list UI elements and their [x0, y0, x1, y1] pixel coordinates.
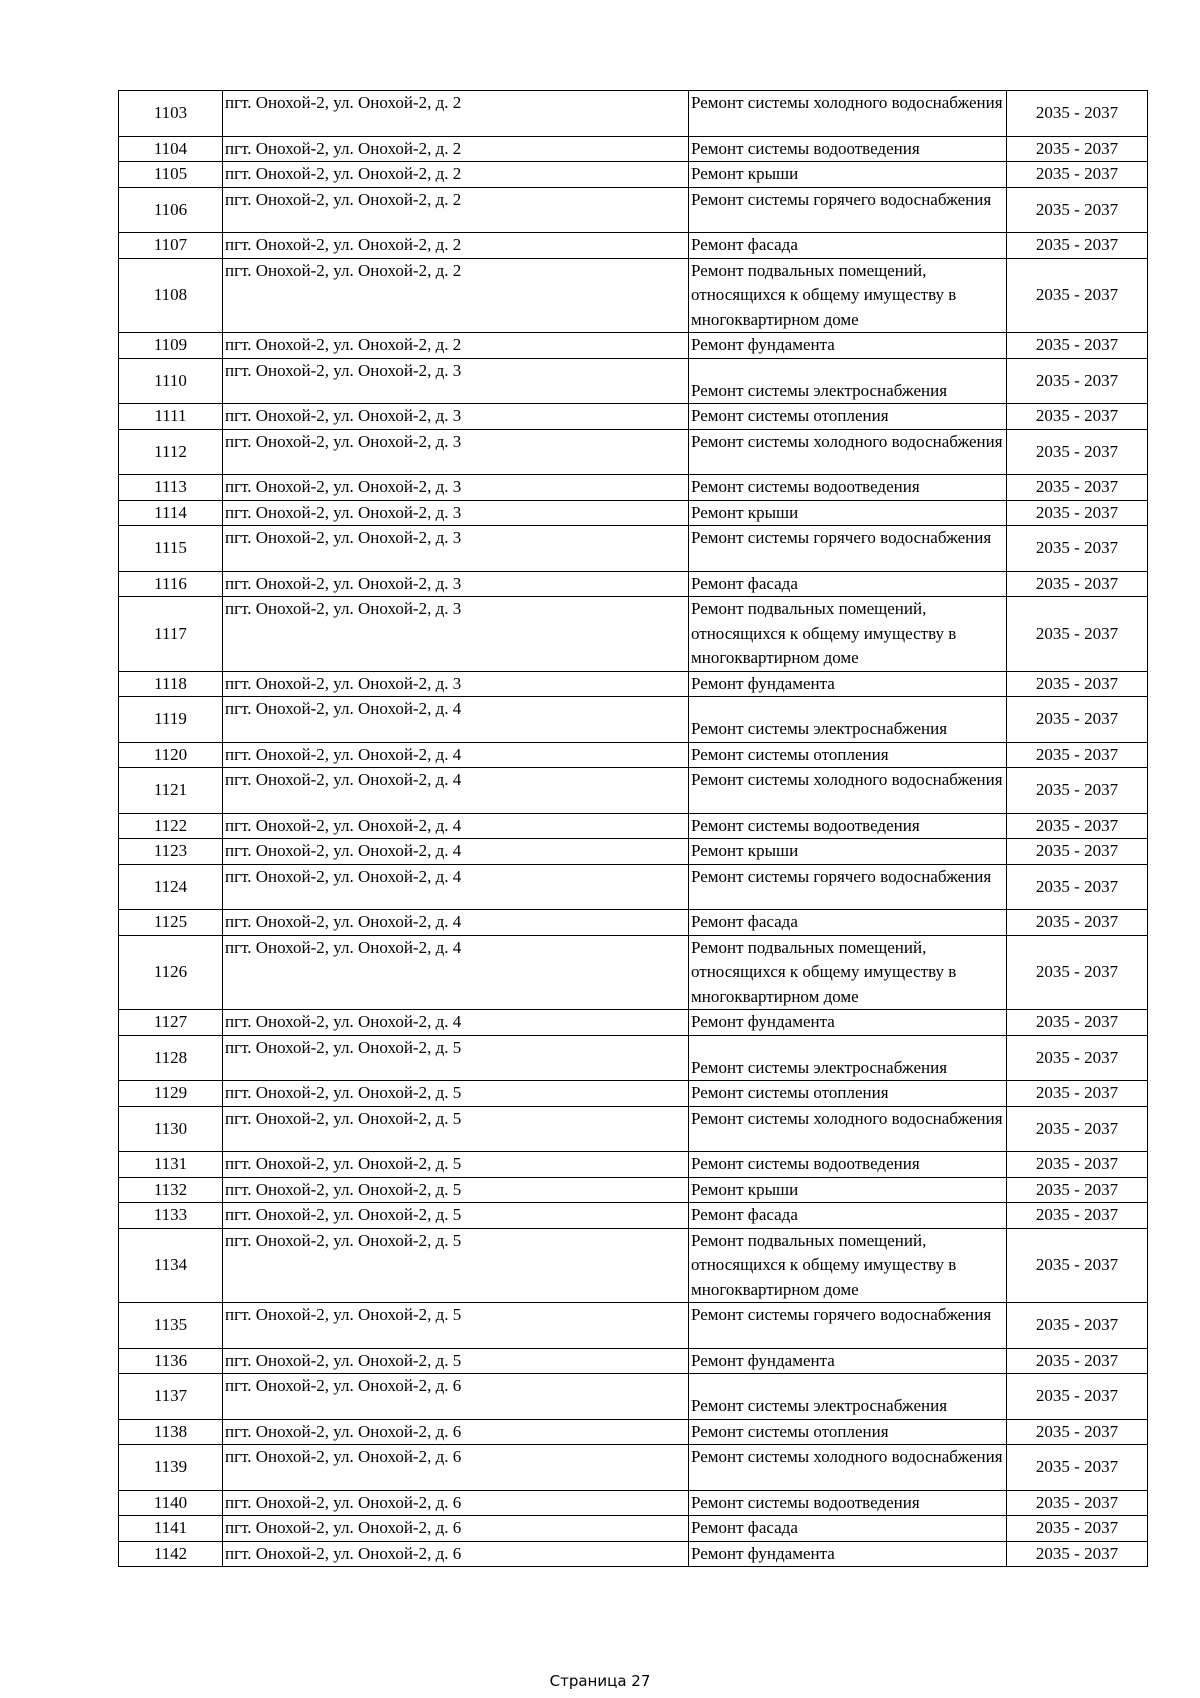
row-number: 1121	[119, 768, 223, 814]
row-period: 2035 - 2037	[1007, 864, 1148, 910]
row-number: 1141	[119, 1516, 223, 1542]
row-work-type: Ремонт системы электроснабжения	[689, 697, 1007, 743]
row-period: 2035 - 2037	[1007, 187, 1148, 233]
table-row	[119, 1106, 1148, 1152]
row-period: 2035 - 2037	[1007, 1203, 1148, 1229]
row-period: 2035 - 2037	[1007, 1152, 1148, 1178]
row-period: 2035 - 2037	[1007, 1303, 1148, 1349]
row-work-type: Ремонт системы отопления	[689, 1081, 1007, 1107]
table-row	[119, 1035, 1148, 1081]
row-work-type: Ремонт фасада	[689, 233, 1007, 259]
row-address: пгт. Онохой-2, ул. Онохой-2, д. 4	[223, 768, 689, 814]
row-period: 2035 - 2037	[1007, 500, 1148, 526]
row-address: пгт. Онохой-2, ул. Онохой-2, д. 2	[223, 162, 689, 188]
row-work-type: Ремонт подвальных помещений, относящихся к общему имуществу в многоквартирном доме	[689, 597, 1007, 672]
row-number: 1118	[119, 671, 223, 697]
row-number: 1108	[119, 258, 223, 333]
row-address: пгт. Онохой-2, ул. Онохой-2, д. 5	[223, 1177, 689, 1203]
row-number: 1125	[119, 910, 223, 936]
works-table	[118, 90, 1148, 1567]
row-address: пгт. Онохой-2, ул. Онохой-2, д. 5	[223, 1228, 689, 1303]
row-number: 1133	[119, 1203, 223, 1229]
row-work-type: Ремонт фундамента	[689, 671, 1007, 697]
row-address: пгт. Онохой-2, ул. Онохой-2, д. 3	[223, 597, 689, 672]
row-work-type: Ремонт крыши	[689, 839, 1007, 865]
row-work-type: Ремонт системы электроснабжения	[689, 1374, 1007, 1420]
row-work-type: Ремонт системы водоотведения	[689, 1490, 1007, 1516]
row-work-type: Ремонт системы водоотведения	[689, 813, 1007, 839]
row-number: 1113	[119, 475, 223, 501]
row-number: 1114	[119, 500, 223, 526]
table-row	[119, 1541, 1148, 1567]
row-address: пгт. Онохой-2, ул. Онохой-2, д. 4	[223, 864, 689, 910]
row-period: 2035 - 2037	[1007, 742, 1148, 768]
row-period: 2035 - 2037	[1007, 671, 1148, 697]
row-period: 2035 - 2037	[1007, 1516, 1148, 1542]
table-row	[119, 1419, 1148, 1445]
row-work-type: Ремонт фасада	[689, 1516, 1007, 1542]
row-address: пгт. Онохой-2, ул. Онохой-2, д. 4	[223, 813, 689, 839]
row-number: 1126	[119, 935, 223, 1010]
row-period: 2035 - 2037	[1007, 233, 1148, 259]
row-address: пгт. Онохой-2, ул. Онохой-2, д. 5	[223, 1203, 689, 1229]
row-work-type: Ремонт системы электроснабжения	[689, 1035, 1007, 1081]
row-number: 1134	[119, 1228, 223, 1303]
row-work-type: Ремонт крыши	[689, 1177, 1007, 1203]
row-work-type: Ремонт системы холодного водоснабжения	[689, 1445, 1007, 1491]
table-row	[119, 333, 1148, 359]
row-address: пгт. Онохой-2, ул. Онохой-2, д. 2	[223, 136, 689, 162]
row-address: пгт. Онохой-2, ул. Онохой-2, д. 2	[223, 258, 689, 333]
table-row	[119, 597, 1148, 672]
row-period: 2035 - 2037	[1007, 597, 1148, 672]
row-address: пгт. Онохой-2, ул. Онохой-2, д. 3	[223, 358, 689, 404]
row-work-type: Ремонт системы горячего водоснабжения	[689, 864, 1007, 910]
table-row	[119, 233, 1148, 259]
row-period: 2035 - 2037	[1007, 1010, 1148, 1036]
row-period: 2035 - 2037	[1007, 136, 1148, 162]
row-number: 1107	[119, 233, 223, 259]
table-row	[119, 500, 1148, 526]
table-row	[119, 258, 1148, 333]
row-number: 1142	[119, 1541, 223, 1567]
row-address: пгт. Онохой-2, ул. Онохой-2, д. 5	[223, 1303, 689, 1349]
row-period: 2035 - 2037	[1007, 1348, 1148, 1374]
row-number: 1120	[119, 742, 223, 768]
row-work-type: Ремонт фундамента	[689, 1010, 1007, 1036]
row-number: 1136	[119, 1348, 223, 1374]
row-address: пгт. Онохой-2, ул. Онохой-2, д. 6	[223, 1419, 689, 1445]
table-row	[119, 910, 1148, 936]
row-address: пгт. Онохой-2, ул. Онохой-2, д. 2	[223, 233, 689, 259]
row-period: 2035 - 2037	[1007, 935, 1148, 1010]
row-number: 1122	[119, 813, 223, 839]
table-row	[119, 404, 1148, 430]
row-address: пгт. Онохой-2, ул. Онохой-2, д. 4	[223, 1010, 689, 1036]
row-address: пгт. Онохой-2, ул. Онохой-2, д. 5	[223, 1035, 689, 1081]
row-address: пгт. Онохой-2, ул. Онохой-2, д. 2	[223, 187, 689, 233]
table-row	[119, 1010, 1148, 1036]
row-address: пгт. Онохой-2, ул. Онохой-2, д. 4	[223, 839, 689, 865]
row-number: 1135	[119, 1303, 223, 1349]
row-address: пгт. Онохой-2, ул. Онохой-2, д. 5	[223, 1152, 689, 1178]
row-period: 2035 - 2037	[1007, 404, 1148, 430]
row-period: 2035 - 2037	[1007, 1419, 1148, 1445]
table-row	[119, 187, 1148, 233]
row-address: пгт. Онохой-2, ул. Онохой-2, д. 3	[223, 571, 689, 597]
table-row	[119, 526, 1148, 572]
row-number: 1128	[119, 1035, 223, 1081]
row-address: пгт. Онохой-2, ул. Онохой-2, д. 2	[223, 333, 689, 359]
row-work-type: Ремонт системы горячего водоснабжения	[689, 187, 1007, 233]
row-address: пгт. Онохой-2, ул. Онохой-2, д. 5	[223, 1106, 689, 1152]
row-number: 1111	[119, 404, 223, 430]
row-period: 2035 - 2037	[1007, 1541, 1148, 1567]
row-work-type: Ремонт системы водоотведения	[689, 136, 1007, 162]
row-period: 2035 - 2037	[1007, 1081, 1148, 1107]
row-address: пгт. Онохой-2, ул. Онохой-2, д. 6	[223, 1374, 689, 1420]
row-work-type: Ремонт системы холодного водоснабжения	[689, 768, 1007, 814]
row-period: 2035 - 2037	[1007, 526, 1148, 572]
row-address: пгт. Онохой-2, ул. Онохой-2, д. 4	[223, 697, 689, 743]
row-address: пгт. Онохой-2, ул. Онохой-2, д. 6	[223, 1490, 689, 1516]
row-number: 1130	[119, 1106, 223, 1152]
row-period: 2035 - 2037	[1007, 1177, 1148, 1203]
row-address: пгт. Онохой-2, ул. Онохой-2, д. 3	[223, 404, 689, 430]
row-number: 1103	[119, 91, 223, 137]
table-row	[119, 697, 1148, 743]
row-period: 2035 - 2037	[1007, 1374, 1148, 1420]
row-number: 1112	[119, 429, 223, 475]
row-period: 2035 - 2037	[1007, 910, 1148, 936]
row-address: пгт. Онохой-2, ул. Онохой-2, д. 6	[223, 1541, 689, 1567]
row-address: пгт. Онохой-2, ул. Онохой-2, д. 4	[223, 935, 689, 1010]
table-row	[119, 1081, 1148, 1107]
row-number: 1138	[119, 1419, 223, 1445]
table-row	[119, 768, 1148, 814]
row-work-type: Ремонт фундамента	[689, 1541, 1007, 1567]
table-row	[119, 1445, 1148, 1491]
row-number: 1140	[119, 1490, 223, 1516]
row-number: 1132	[119, 1177, 223, 1203]
row-work-type: Ремонт подвальных помещений, относящихся к общему имуществу в многоквартирном доме	[689, 258, 1007, 333]
table-row	[119, 475, 1148, 501]
table-row	[119, 1203, 1148, 1229]
row-number: 1116	[119, 571, 223, 597]
row-period: 2035 - 2037	[1007, 571, 1148, 597]
page-number: Страница 27	[549, 1672, 651, 1690]
table-body	[119, 91, 1148, 1567]
row-period: 2035 - 2037	[1007, 1106, 1148, 1152]
row-period: 2035 - 2037	[1007, 475, 1148, 501]
row-period: 2035 - 2037	[1007, 358, 1148, 404]
row-period: 2035 - 2037	[1007, 91, 1148, 137]
row-address: пгт. Онохой-2, ул. Онохой-2, д. 6	[223, 1516, 689, 1542]
row-number: 1119	[119, 697, 223, 743]
table-row	[119, 1228, 1148, 1303]
row-period: 2035 - 2037	[1007, 1445, 1148, 1491]
row-address: пгт. Онохой-2, ул. Онохой-2, д. 6	[223, 1445, 689, 1491]
table-row	[119, 1516, 1148, 1542]
row-work-type: Ремонт системы электроснабжения	[689, 358, 1007, 404]
row-work-type: Ремонт системы горячего водоснабжения	[689, 1303, 1007, 1349]
table-row	[119, 671, 1148, 697]
row-number: 1137	[119, 1374, 223, 1420]
row-number: 1115	[119, 526, 223, 572]
table-row	[119, 1303, 1148, 1349]
row-work-type: Ремонт фундамента	[689, 333, 1007, 359]
row-period: 2035 - 2037	[1007, 813, 1148, 839]
row-work-type: Ремонт фундамента	[689, 1348, 1007, 1374]
table-row	[119, 1374, 1148, 1420]
table-row	[119, 935, 1148, 1010]
table-row	[119, 429, 1148, 475]
row-period: 2035 - 2037	[1007, 697, 1148, 743]
row-number: 1104	[119, 136, 223, 162]
row-work-type: Ремонт фасада	[689, 571, 1007, 597]
table-row	[119, 1152, 1148, 1178]
row-address: пгт. Онохой-2, ул. Онохой-2, д. 4	[223, 910, 689, 936]
row-work-type: Ремонт системы холодного водоснабжения	[689, 1106, 1007, 1152]
row-work-type: Ремонт системы отопления	[689, 1419, 1007, 1445]
row-number: 1129	[119, 1081, 223, 1107]
table-row	[119, 839, 1148, 865]
row-address: пгт. Онохой-2, ул. Онохой-2, д. 2	[223, 91, 689, 137]
row-work-type: Ремонт фасада	[689, 1203, 1007, 1229]
row-number: 1127	[119, 1010, 223, 1036]
row-address: пгт. Онохой-2, ул. Онохой-2, д. 3	[223, 475, 689, 501]
table-row	[119, 1177, 1148, 1203]
row-address: пгт. Онохой-2, ул. Онохой-2, д. 4	[223, 742, 689, 768]
row-period: 2035 - 2037	[1007, 1035, 1148, 1081]
row-period: 2035 - 2037	[1007, 1228, 1148, 1303]
row-period: 2035 - 2037	[1007, 162, 1148, 188]
row-period: 2035 - 2037	[1007, 1490, 1148, 1516]
row-period: 2035 - 2037	[1007, 768, 1148, 814]
row-number: 1105	[119, 162, 223, 188]
row-address: пгт. Онохой-2, ул. Онохой-2, д. 3	[223, 500, 689, 526]
row-work-type: Ремонт системы водоотведения	[689, 475, 1007, 501]
row-work-type: Ремонт системы холодного водоснабжения	[689, 91, 1007, 137]
row-work-type: Ремонт крыши	[689, 500, 1007, 526]
row-work-type: Ремонт подвальных помещений, относящихся к общему имуществу в многоквартирном доме	[689, 935, 1007, 1010]
row-number: 1131	[119, 1152, 223, 1178]
row-work-type: Ремонт подвальных помещений, относящихся к общему имуществу в многоквартирном доме	[689, 1228, 1007, 1303]
row-number: 1117	[119, 597, 223, 672]
table-row	[119, 1490, 1148, 1516]
table-row	[119, 813, 1148, 839]
row-work-type: Ремонт системы водоотведения	[689, 1152, 1007, 1178]
row-number: 1106	[119, 187, 223, 233]
row-address: пгт. Онохой-2, ул. Онохой-2, д. 5	[223, 1081, 689, 1107]
row-address: пгт. Онохой-2, ул. Онохой-2, д. 3	[223, 429, 689, 475]
row-work-type: Ремонт системы отопления	[689, 742, 1007, 768]
table-row	[119, 1348, 1148, 1374]
row-work-type: Ремонт фасада	[689, 910, 1007, 936]
row-period: 2035 - 2037	[1007, 429, 1148, 475]
row-number: 1139	[119, 1445, 223, 1491]
row-address: пгт. Онохой-2, ул. Онохой-2, д. 3	[223, 671, 689, 697]
row-work-type: Ремонт системы отопления	[689, 404, 1007, 430]
table-row	[119, 136, 1148, 162]
table-row	[119, 864, 1148, 910]
row-address: пгт. Онохой-2, ул. Онохой-2, д. 3	[223, 526, 689, 572]
row-work-type: Ремонт крыши	[689, 162, 1007, 188]
table-row	[119, 91, 1148, 137]
row-address: пгт. Онохой-2, ул. Онохой-2, д. 5	[223, 1348, 689, 1374]
row-number: 1109	[119, 333, 223, 359]
row-number: 1123	[119, 839, 223, 865]
table-row	[119, 571, 1148, 597]
table-row	[119, 742, 1148, 768]
row-work-type: Ремонт системы горячего водоснабжения	[689, 526, 1007, 572]
table-row	[119, 358, 1148, 404]
row-work-type: Ремонт системы холодного водоснабжения	[689, 429, 1007, 475]
row-number: 1110	[119, 358, 223, 404]
row-period: 2035 - 2037	[1007, 258, 1148, 333]
row-period: 2035 - 2037	[1007, 333, 1148, 359]
table-row	[119, 162, 1148, 188]
row-number: 1124	[119, 864, 223, 910]
row-period: 2035 - 2037	[1007, 839, 1148, 865]
